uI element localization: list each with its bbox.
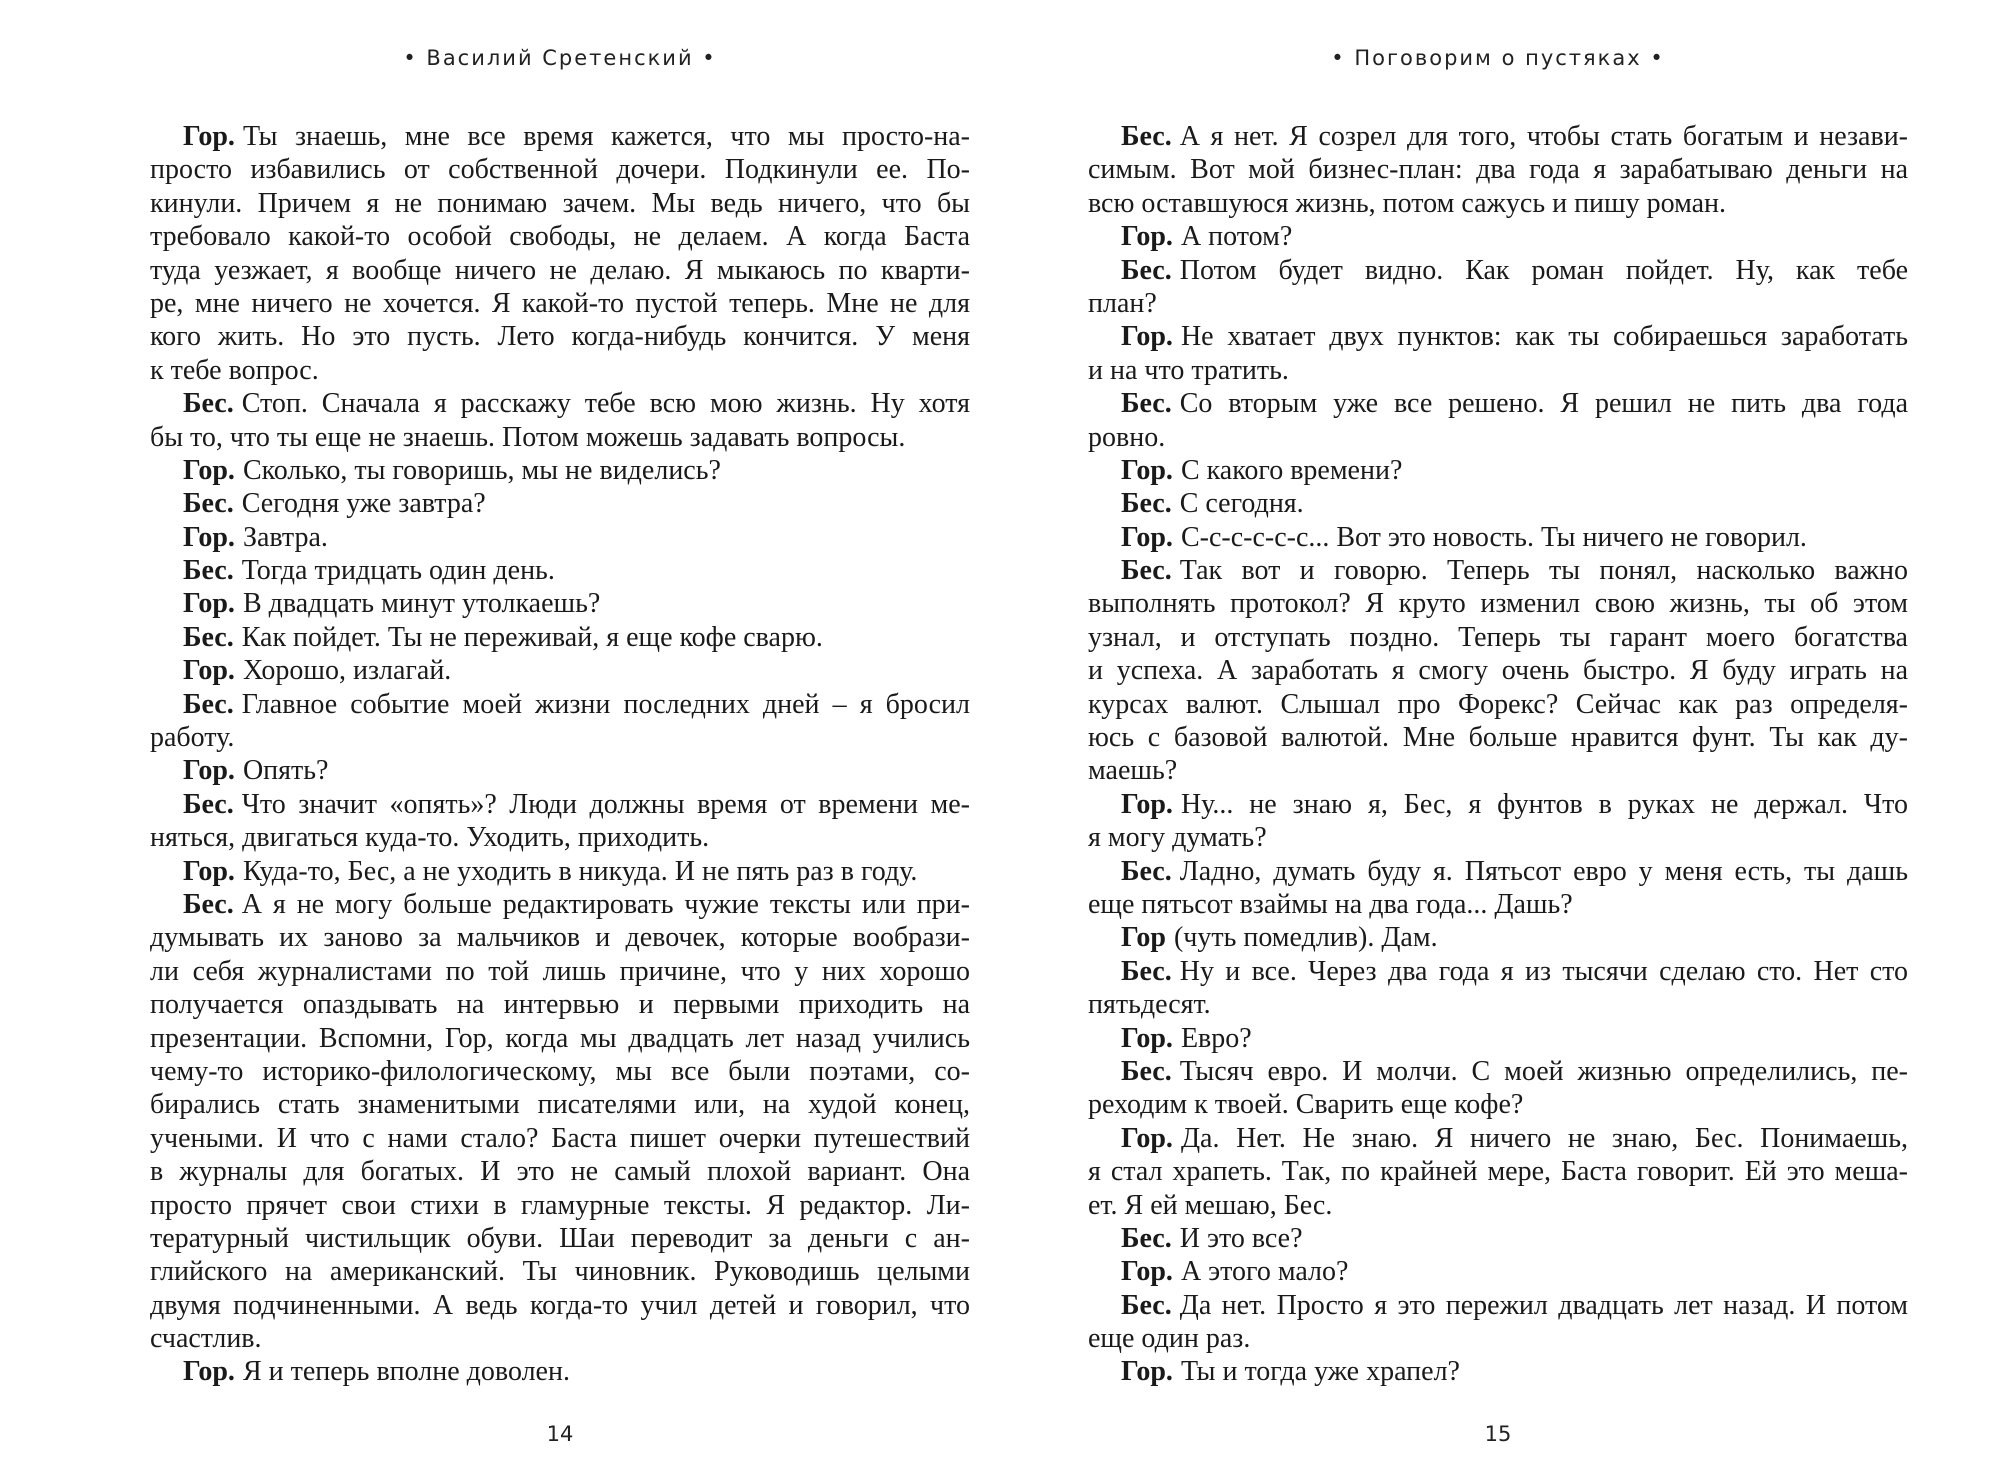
speaker-name: Бес. bbox=[1121, 1222, 1172, 1254]
text-line bbox=[150, 654, 970, 687]
text-line bbox=[1088, 788, 1908, 821]
line-text: и успеха. А заработать я смогу очень быстро. Я буду играть на bbox=[1088, 655, 1908, 687]
text-line bbox=[150, 554, 970, 587]
text-line bbox=[150, 821, 970, 854]
line-text: В двадцать минут утолкаешь? bbox=[242, 588, 601, 620]
line-text: Завтра. bbox=[242, 521, 328, 553]
line-text: Как пойдет. Ты не переживай, я еще кофе сварю. bbox=[241, 621, 823, 653]
text-line bbox=[150, 454, 970, 487]
right-page-text bbox=[1088, 120, 1908, 1389]
line-text: Куда-то, Бес, а не уходить в никуда. И не пять раз в году. bbox=[242, 855, 918, 887]
line-text: И это все? bbox=[1179, 1222, 1303, 1254]
text-line bbox=[150, 1189, 970, 1222]
speaker-name: Гор. bbox=[1121, 1356, 1173, 1388]
text-line bbox=[150, 621, 970, 654]
line-text: бирались стать знаменитыми писателями или, на худой конец, bbox=[150, 1089, 970, 1121]
text-line bbox=[1088, 587, 1908, 620]
running-head-right: • Поговорим о пустяках • bbox=[1331, 46, 1665, 70]
text-line bbox=[1088, 1155, 1908, 1188]
text-line bbox=[150, 587, 970, 620]
speaker-name: Бес. bbox=[1121, 121, 1172, 152]
line-text: ет. Я ей мешаю, Бес. bbox=[1088, 1189, 1333, 1221]
line-text: тературный чистильщик обуви. Шаи переводит за деньги с ан- bbox=[150, 1222, 970, 1254]
text-line bbox=[150, 487, 970, 520]
speaker-name: Гор. bbox=[1121, 321, 1173, 353]
line-text: еще пятьсот взаймы на два года... Дашь? bbox=[1088, 888, 1573, 920]
line-text: требовало какой-то особой свободы, не делаем. А когда Баста bbox=[150, 221, 970, 253]
speaker-name: Гор. bbox=[1121, 788, 1173, 820]
line-text: Ладно, думать буду я. Пятьсот евро у меня есть, ты дашь bbox=[1179, 855, 1908, 887]
line-text: ли себя журналистами по той лишь причине, что у них хорошо bbox=[150, 955, 970, 987]
text-line bbox=[150, 754, 970, 787]
text-line bbox=[1088, 721, 1908, 754]
text-line bbox=[1088, 1088, 1908, 1121]
line-text: думывать их заново за мальчиков и девочек, которые вообрази- bbox=[150, 922, 970, 954]
line-text: к тебе вопрос. bbox=[150, 354, 319, 386]
text-line bbox=[1088, 821, 1908, 854]
left-page-text bbox=[150, 120, 970, 1389]
text-line bbox=[1088, 1122, 1908, 1155]
speaker-name: Гор. bbox=[183, 755, 235, 787]
text-line bbox=[1088, 1022, 1908, 1055]
speaker-name: Бес. bbox=[1121, 955, 1172, 987]
text-line bbox=[1088, 621, 1908, 654]
line-text: Евро? bbox=[1180, 1022, 1252, 1054]
line-text: Сегодня уже завтра? bbox=[241, 488, 486, 520]
speaker-name: Гор. bbox=[183, 521, 235, 553]
speaker-name: Гор. bbox=[183, 454, 235, 486]
text-line bbox=[1088, 354, 1908, 387]
line-text: работу. bbox=[150, 722, 235, 754]
line-text: няться, двигаться куда-то. Уходить, приходить. bbox=[150, 822, 710, 854]
speaker-name: Бес. bbox=[1121, 1055, 1172, 1087]
text-line bbox=[150, 988, 970, 1021]
line-text: еще один раз. bbox=[1088, 1323, 1251, 1355]
text-line bbox=[150, 120, 970, 153]
line-text: кого жить. Но это пусть. Лето когда-нибудь кончится. У меня bbox=[150, 321, 970, 353]
speaker-name: Гор. bbox=[1121, 221, 1173, 253]
line-text: Я и теперь вполне доволен. bbox=[242, 1356, 570, 1388]
speaker-name: Гор bbox=[1121, 922, 1166, 954]
line-text: двумя подчиненными. А ведь когда-то учил детей и говорил, что bbox=[150, 1289, 970, 1321]
text-line bbox=[150, 354, 970, 387]
line-text: получается опаздывать на интервью и первыми приходить на bbox=[150, 989, 970, 1021]
line-text: А потом? bbox=[1180, 221, 1293, 253]
text-line bbox=[150, 688, 970, 721]
text-line bbox=[1088, 487, 1908, 520]
text-line bbox=[1088, 888, 1908, 921]
text-line bbox=[150, 1355, 970, 1388]
text-line bbox=[150, 220, 970, 253]
line-text: туда уезжает, я вообще ничего не делаю. Я мыкаюсь по кварти- bbox=[150, 254, 970, 286]
line-text: Сколько, ты говоришь, мы не виделись? bbox=[242, 454, 721, 486]
line-text: презентации. Вспомни, Гор, когда мы двадцать лет назад учились bbox=[150, 1022, 970, 1054]
line-text: ре, мне ничего не хочется. Я какой-то пустой теперь. Мне не для bbox=[150, 287, 970, 319]
text-line bbox=[150, 1255, 970, 1288]
line-text: план? bbox=[1088, 287, 1157, 319]
speaker-name: Бес. bbox=[1121, 1289, 1172, 1321]
speaker-name: Бес. bbox=[183, 621, 234, 653]
running-head-left: • Василий Сретенский • bbox=[403, 46, 717, 70]
speaker-name: Гор. bbox=[183, 1356, 235, 1388]
speaker-name: Бес. bbox=[1121, 254, 1172, 286]
text-line bbox=[150, 287, 970, 320]
line-text: в журналы для богатых. И это не самый плохой вариант. Она bbox=[150, 1156, 970, 1188]
line-text: Главное событие моей жизни последних дней – я бросил bbox=[241, 688, 970, 720]
speaker-name: Гор. bbox=[1121, 1256, 1173, 1288]
line-text: выполнять протокол? Я круто изменил свою жизнь, ты об этом bbox=[1088, 588, 1908, 620]
text-line bbox=[1088, 287, 1908, 320]
text-line bbox=[150, 721, 970, 754]
text-line bbox=[1088, 521, 1908, 554]
line-text: ровно. bbox=[1088, 421, 1166, 453]
text-line bbox=[1088, 320, 1908, 353]
text-line bbox=[1088, 654, 1908, 687]
right-page bbox=[1088, 0, 1908, 1483]
line-text: Да. Нет. Не знаю. Я ничего не знаю, Бес. Понимаешь, bbox=[1180, 1122, 1908, 1154]
line-text: просто избавились от собственной дочери. Подкинули ее. По- bbox=[150, 154, 970, 186]
line-text: узнал, и отступать поздно. Теперь ты гарант моего богатства bbox=[1088, 621, 1908, 653]
line-text: и на что тратить. bbox=[1088, 354, 1289, 386]
text-line bbox=[1088, 1322, 1908, 1355]
text-line bbox=[150, 1289, 970, 1322]
speaker-name: Гор. bbox=[1121, 454, 1173, 486]
line-text: Тысяч евро. И молчи. С моей жизнью определились, пе- bbox=[1179, 1055, 1908, 1087]
line-text: чему-то историко-филологическому, мы все были поэтами, со- bbox=[150, 1055, 970, 1087]
text-line bbox=[1088, 1189, 1908, 1222]
line-text: я стал храпеть. Так, по крайней мере, Баста говорит. Ей это меша- bbox=[1088, 1156, 1908, 1188]
text-line bbox=[1088, 1289, 1908, 1322]
text-line bbox=[1088, 554, 1908, 587]
line-text: Стоп. Сначала я расскажу тебе всю мою жизнь. Ну хотя bbox=[241, 388, 970, 420]
text-line bbox=[150, 1322, 970, 1355]
text-line bbox=[150, 1088, 970, 1121]
text-line bbox=[1088, 220, 1908, 253]
text-line bbox=[1088, 187, 1908, 220]
speaker-name: Бес. bbox=[183, 488, 234, 520]
line-text: учеными. И что с нами стало? Баста пишет очерки путешествий bbox=[150, 1122, 970, 1154]
line-text: симым. Вот мой бизнес-план: два года я зарабатываю деньги на bbox=[1088, 154, 1908, 186]
line-text: глийского на американский. Ты чиновник. Руководишь целыми bbox=[150, 1256, 970, 1288]
line-text: курсах валют. Слышал про Форекс? Сейчас как раз определя- bbox=[1088, 688, 1908, 720]
line-text: кинули. Причем я не понимаю зачем. Мы ведь ничего, что бы bbox=[150, 187, 970, 219]
line-text: пятьдесят. bbox=[1088, 989, 1211, 1021]
line-text: счастлив. bbox=[150, 1323, 262, 1355]
speaker-name: Бес. bbox=[183, 788, 234, 820]
line-text: С какого времени? bbox=[1180, 454, 1403, 486]
line-text: Хорошо, излагай. bbox=[242, 655, 452, 687]
text-line bbox=[150, 1222, 970, 1255]
text-line bbox=[150, 1155, 970, 1188]
line-text: С-с-с-с-с-с... Вот это новость. Ты ничего не говорил. bbox=[1180, 521, 1807, 553]
text-line bbox=[150, 888, 970, 921]
line-text: всю оставшуюся жизнь, потом сажусь и пишу роман. bbox=[1088, 187, 1727, 219]
speaker-name: Гор. bbox=[183, 121, 235, 152]
line-text: Ну и все. Через два года я из тысячи сделаю сто. Нет сто bbox=[1179, 955, 1908, 987]
text-line bbox=[1088, 421, 1908, 454]
text-line bbox=[1088, 1255, 1908, 1288]
speaker-name: Гор. bbox=[1121, 521, 1173, 553]
page-number-right: 15 bbox=[1484, 1422, 1512, 1446]
text-line bbox=[1088, 754, 1908, 787]
line-text: бы то, что ты еще не знаешь. Потом можешь задавать вопросы. bbox=[150, 421, 906, 453]
speaker-name: Бес. bbox=[183, 888, 234, 920]
speaker-name: Гор. bbox=[183, 855, 235, 887]
text-line bbox=[1088, 120, 1908, 153]
line-text: Да нет. Просто я это пережил двадцать лет назад. И потом bbox=[1179, 1289, 1908, 1321]
text-line bbox=[150, 1122, 970, 1155]
speaker-name: Гор. bbox=[183, 588, 235, 620]
text-line bbox=[150, 1022, 970, 1055]
text-line bbox=[1088, 988, 1908, 1021]
text-line bbox=[150, 855, 970, 888]
text-line bbox=[1088, 387, 1908, 420]
text-line bbox=[150, 254, 970, 287]
text-line bbox=[1088, 1355, 1908, 1388]
speaker-name: Бес. bbox=[183, 688, 234, 720]
line-text: А этого мало? bbox=[1180, 1256, 1349, 1288]
text-line bbox=[150, 1055, 970, 1088]
line-text: А я нет. Я созрел для того, чтобы стать богатым и незави- bbox=[1179, 121, 1908, 152]
text-line bbox=[1088, 454, 1908, 487]
text-line bbox=[150, 387, 970, 420]
line-text: Опять? bbox=[242, 755, 329, 787]
text-line bbox=[1088, 855, 1908, 888]
line-text: Что значит «опять»? Люди должны время от времени ме- bbox=[241, 788, 970, 820]
text-line bbox=[150, 521, 970, 554]
page-number-left: 14 bbox=[546, 1422, 574, 1446]
text-line bbox=[150, 788, 970, 821]
line-text: я могу думать? bbox=[1088, 822, 1267, 854]
line-text: реходим к твоей. Сварить еще кофе? bbox=[1088, 1089, 1524, 1121]
text-line bbox=[150, 921, 970, 954]
text-line bbox=[1088, 254, 1908, 287]
text-line bbox=[1088, 688, 1908, 721]
speaker-name: Бес. bbox=[1121, 388, 1172, 420]
text-line bbox=[150, 187, 970, 220]
line-text: Так вот и говорю. Теперь ты понял, насколько важно bbox=[1179, 555, 1908, 587]
line-text: юсь с базовой валютой. Мне больше нравится фунт. Ты как ду- bbox=[1088, 722, 1908, 754]
line-text: (чуть помедлив). Дам. bbox=[1173, 922, 1438, 954]
speaker-name: Бес. bbox=[1121, 855, 1172, 887]
text-line bbox=[1088, 153, 1908, 186]
line-text: Не хватает двух пунктов: как ты собираешься заработать bbox=[1180, 321, 1908, 353]
speaker-name: Бес. bbox=[1121, 555, 1172, 587]
text-line bbox=[150, 153, 970, 186]
speaker-name: Гор. bbox=[1121, 1022, 1173, 1054]
line-text: Тогда тридцать один день. bbox=[241, 555, 555, 587]
speaker-name: Бес. bbox=[1121, 488, 1172, 520]
line-text: Ты знаешь, мне все время кажется, что мы просто-на- bbox=[242, 121, 970, 152]
text-line bbox=[150, 955, 970, 988]
line-text: просто прячет свои стихи в гламурные тексты. Я редактор. Ли- bbox=[150, 1189, 970, 1221]
speaker-name: Бес. bbox=[183, 388, 234, 420]
line-text: Со вторым уже все решено. Я решил не пить два года bbox=[1179, 388, 1908, 420]
line-text: С сегодня. bbox=[1179, 488, 1304, 520]
text-line bbox=[1088, 921, 1908, 954]
text-line bbox=[1088, 1055, 1908, 1088]
speaker-name: Бес. bbox=[183, 555, 234, 587]
line-text: маешь? bbox=[1088, 755, 1178, 787]
text-line bbox=[1088, 955, 1908, 988]
text-line bbox=[150, 320, 970, 353]
speaker-name: Гор. bbox=[1121, 1122, 1173, 1154]
line-text: Потом будет видно. Как роман пойдет. Ну, как тебе bbox=[1179, 254, 1908, 286]
line-text: А я не могу больше редактировать чужие тексты или при- bbox=[241, 888, 970, 920]
left-page bbox=[150, 0, 970, 1483]
text-line bbox=[1088, 1222, 1908, 1255]
line-text: Ну... не знаю я, Бес, я фунтов в руках не держал. Что bbox=[1180, 788, 1908, 820]
line-text: Ты и тогда уже храпел? bbox=[1180, 1356, 1460, 1388]
speaker-name: Гор. bbox=[183, 655, 235, 687]
text-line bbox=[150, 421, 970, 454]
